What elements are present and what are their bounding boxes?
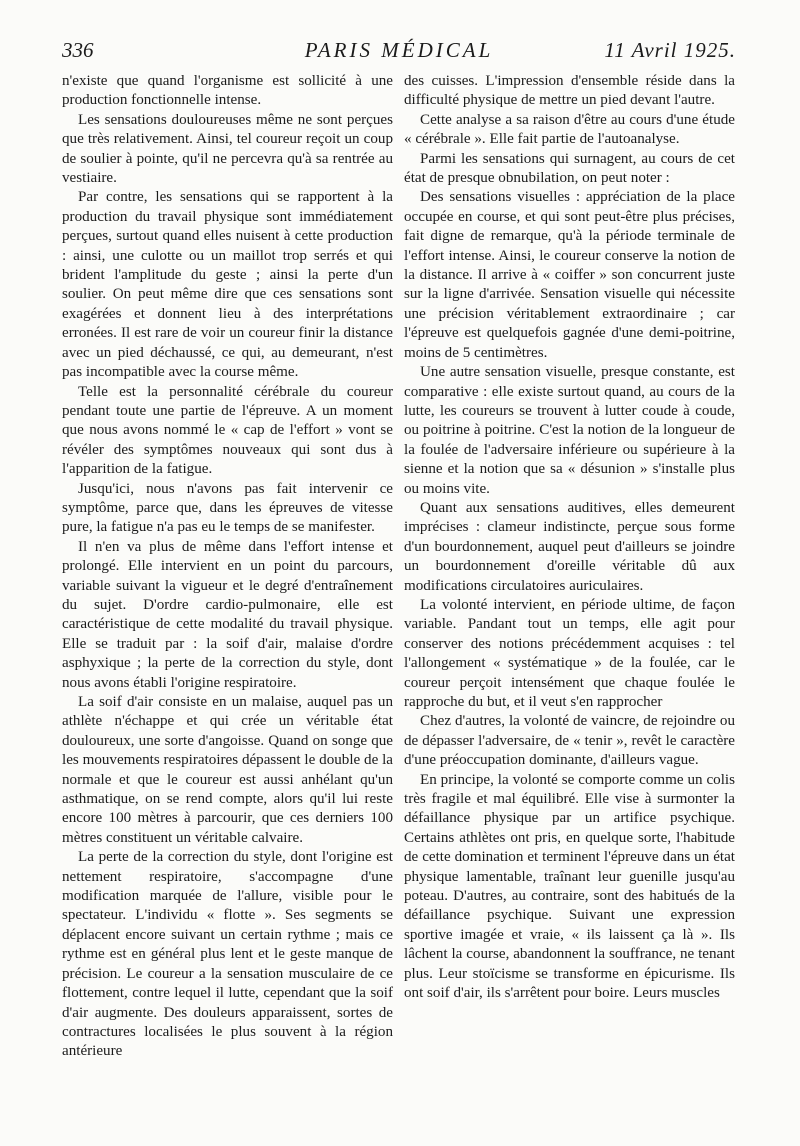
paragraph: Chez d'autres, la volonté de vaincre, de rejoindre ou de dépasser l'adversaire, de « tenir », revêt le caractère d'une préoccupation dominante, d'ailleurs vague. — [404, 713, 735, 769]
page-number: 336 — [62, 38, 94, 62]
paragraph: Des sensations visuelles : appréciation de la place occupée en course, et qui sont peut-être plus précises, fait digne de remarque, qu'à la période terminale de l'effort intense. Ainsi, le coureur conserve la notion de la distance. Il arrive à « coiffer » son concurrent juste sur la ligne d'arrivée. Sensation visuelle qui nécessite une précision véritablement extraordinaire ; car l'épreuve est quelquefois gagnée d'une demi-poitrine, moins de 5 centimètres. — [404, 189, 735, 361]
left-column — [62, 72, 393, 1062]
paragraph: des cuisses. L'impression d'ensemble réside dans la difficulté physique de mettre un pied devant l'autre. — [404, 73, 735, 109]
paragraph: Les sensations douloureuses même ne sont perçues que très relativement. Ainsi, tel coureur reçoit un coup de soulier à pointe, qu'il ne percevra qu'à sa rentrée au vestiaire. — [62, 111, 393, 187]
issue-date: 11 Avril 1925. — [604, 38, 736, 62]
paragraph: Il n'en va plus de même dans l'effort intense et prolongé. Elle intervient en un point du parcours, variable suivant la vigueur et le degré d'entraînement du sujet. D'ordre cardio-pulmonaire, elle est caractéristique de cette modalité du travail physique. Elle se traduit par : la soif d'air, malaise d'ordre asphyxique ; la perte de la correction du style, dont nous avons établi l'origine respiratoire. — [62, 538, 393, 691]
paragraph: n'existe que quand l'organisme est sollicité à une production fonctionnelle intense. — [62, 73, 393, 109]
paragraph: Parmi les sensations qui surnagent, au cours de cet état de presque obnubilation, on peut noter : — [404, 150, 735, 187]
paragraph: La perte de la correction du style, dont l'origine est nettement respiratoire, s'accompagne d'une modification marquée de l'allure, visible pour le spectateur. L'individu « flotte ». Ses segments se déplacent encore suivant un certain rythme ; mais ce rythme est en général plus lent et le geste manque de précision. Le coureur a la sensation musculaire de ce flottement, contre lequel il lutte, cependant que la soif d'air augmente. Des douleurs apparaissent, sortes de contractures localisées le plus souvent à la région antérieure — [62, 849, 393, 1060]
paragraph: Jusqu'ici, nous n'avons pas fait intervenir ce symptôme, parce que, dans les épreuves de vitesse pure, la fatigue n'a pas eu le temps de se manifester. — [62, 480, 393, 536]
paragraph: Par contre, les sensations qui se rapportent à la production du travail physique sont immédiatement perçues, surtout quand elles nuisent à cette production : ainsi, une culotte ou un maillot trop serrés et qui brident l'amplitude du geste ; ainsi la perte d'un soulier. On peut même dire que ces sensations sont exagérées et donnent lieu à des interprétations erronées. Il est rare de voir un coureur finir la distance avec un pied déchaussé, ce qui, au demeurant, n'est pas incompatible avec la course même. — [62, 189, 393, 381]
paragraph: Une autre sensation visuelle, presque constante, est comparative : elle existe surtout quand, au cours de la lutte, les coureurs se trouvent à lutter coude à coude, ou poitrine à poitrine. C'est la notion de la longueur de la foulée de l'adversaire inférieure ou supérieure à la sienne et la notion que sa « désunion » s'installe plus ou moins vite. — [404, 364, 735, 497]
paragraph: La soif d'air consiste en un malaise, auquel pas un athlète n'échappe et qui crée un véritable état douloureux, une sorte d'angoisse. Quand on songe que les mouvements respiratoires dépassent le double de la normale et que le coureur est aussi anhélant qu'un asthmatique, on se rend compte, alors qu'il lui reste encore 100 mètres à parcourir, que ces derniers 100 mètres constituent un véritable calvaire. — [62, 694, 393, 846]
journal-title: PARIS MÉDICAL — [304, 38, 494, 62]
paragraph: Cette analyse a sa raison d'être au cours d'une étude « cérébrale ». Elle fait partie de l'autoanalyse. — [404, 111, 735, 148]
page-header — [62, 36, 736, 66]
right-column — [404, 72, 735, 1004]
paragraph: La volonté intervient, en période ultime, de façon variable. Pandant tout un temps, elle agit pour conserver des notions précédemment acquises : tel l'allongement « systématique » de la foulée, car le coureur perçoit intensément que chaque foulée le rapproche du but, et il veut s'en rapprocher — [404, 596, 735, 710]
paragraph: Telle est la personnalité cérébrale du coureur pendant toute une partie de l'épreuve. A un moment que nous avons nommé le « cap de l'effort » vont se révéler des symptômes nouveaux qui sont dus à l'apparition de la fatigue. — [62, 383, 393, 478]
paragraph: En principe, la volonté se comporte comme un colis très fragile et mal équilibré. Elle vise à surmonter la défaillance physique par un artifice psychique. Certains athlètes ont pris, en quelque sorte, l'habitude de cette domination et terminent l'épreuve dans un état physique lamentable, traînant leur guenille jusqu'au poteau. D'autres, au contraire, sont des habitués de la défaillance psychique. Suivant une expression sportive imagée et vraie, « ils laissent ça là ». Ils lâchent la course, abandonnent la souffrance, ne tenant plus. Leur stoïcisme se transforme en épicurisme. Ils ont soif d'air, ils s'arrêtent pour boire. Leurs muscles — [404, 771, 735, 1002]
paragraph: Quant aux sensations auditives, elles demeurent imprécises : clameur indistincte, perçue sous forme d'un bourdonnement, auquel peut d'ailleurs se joindre un bourdonnement d'oreille véritable dû aux modifications circulatoires auriculaires. — [404, 499, 735, 594]
